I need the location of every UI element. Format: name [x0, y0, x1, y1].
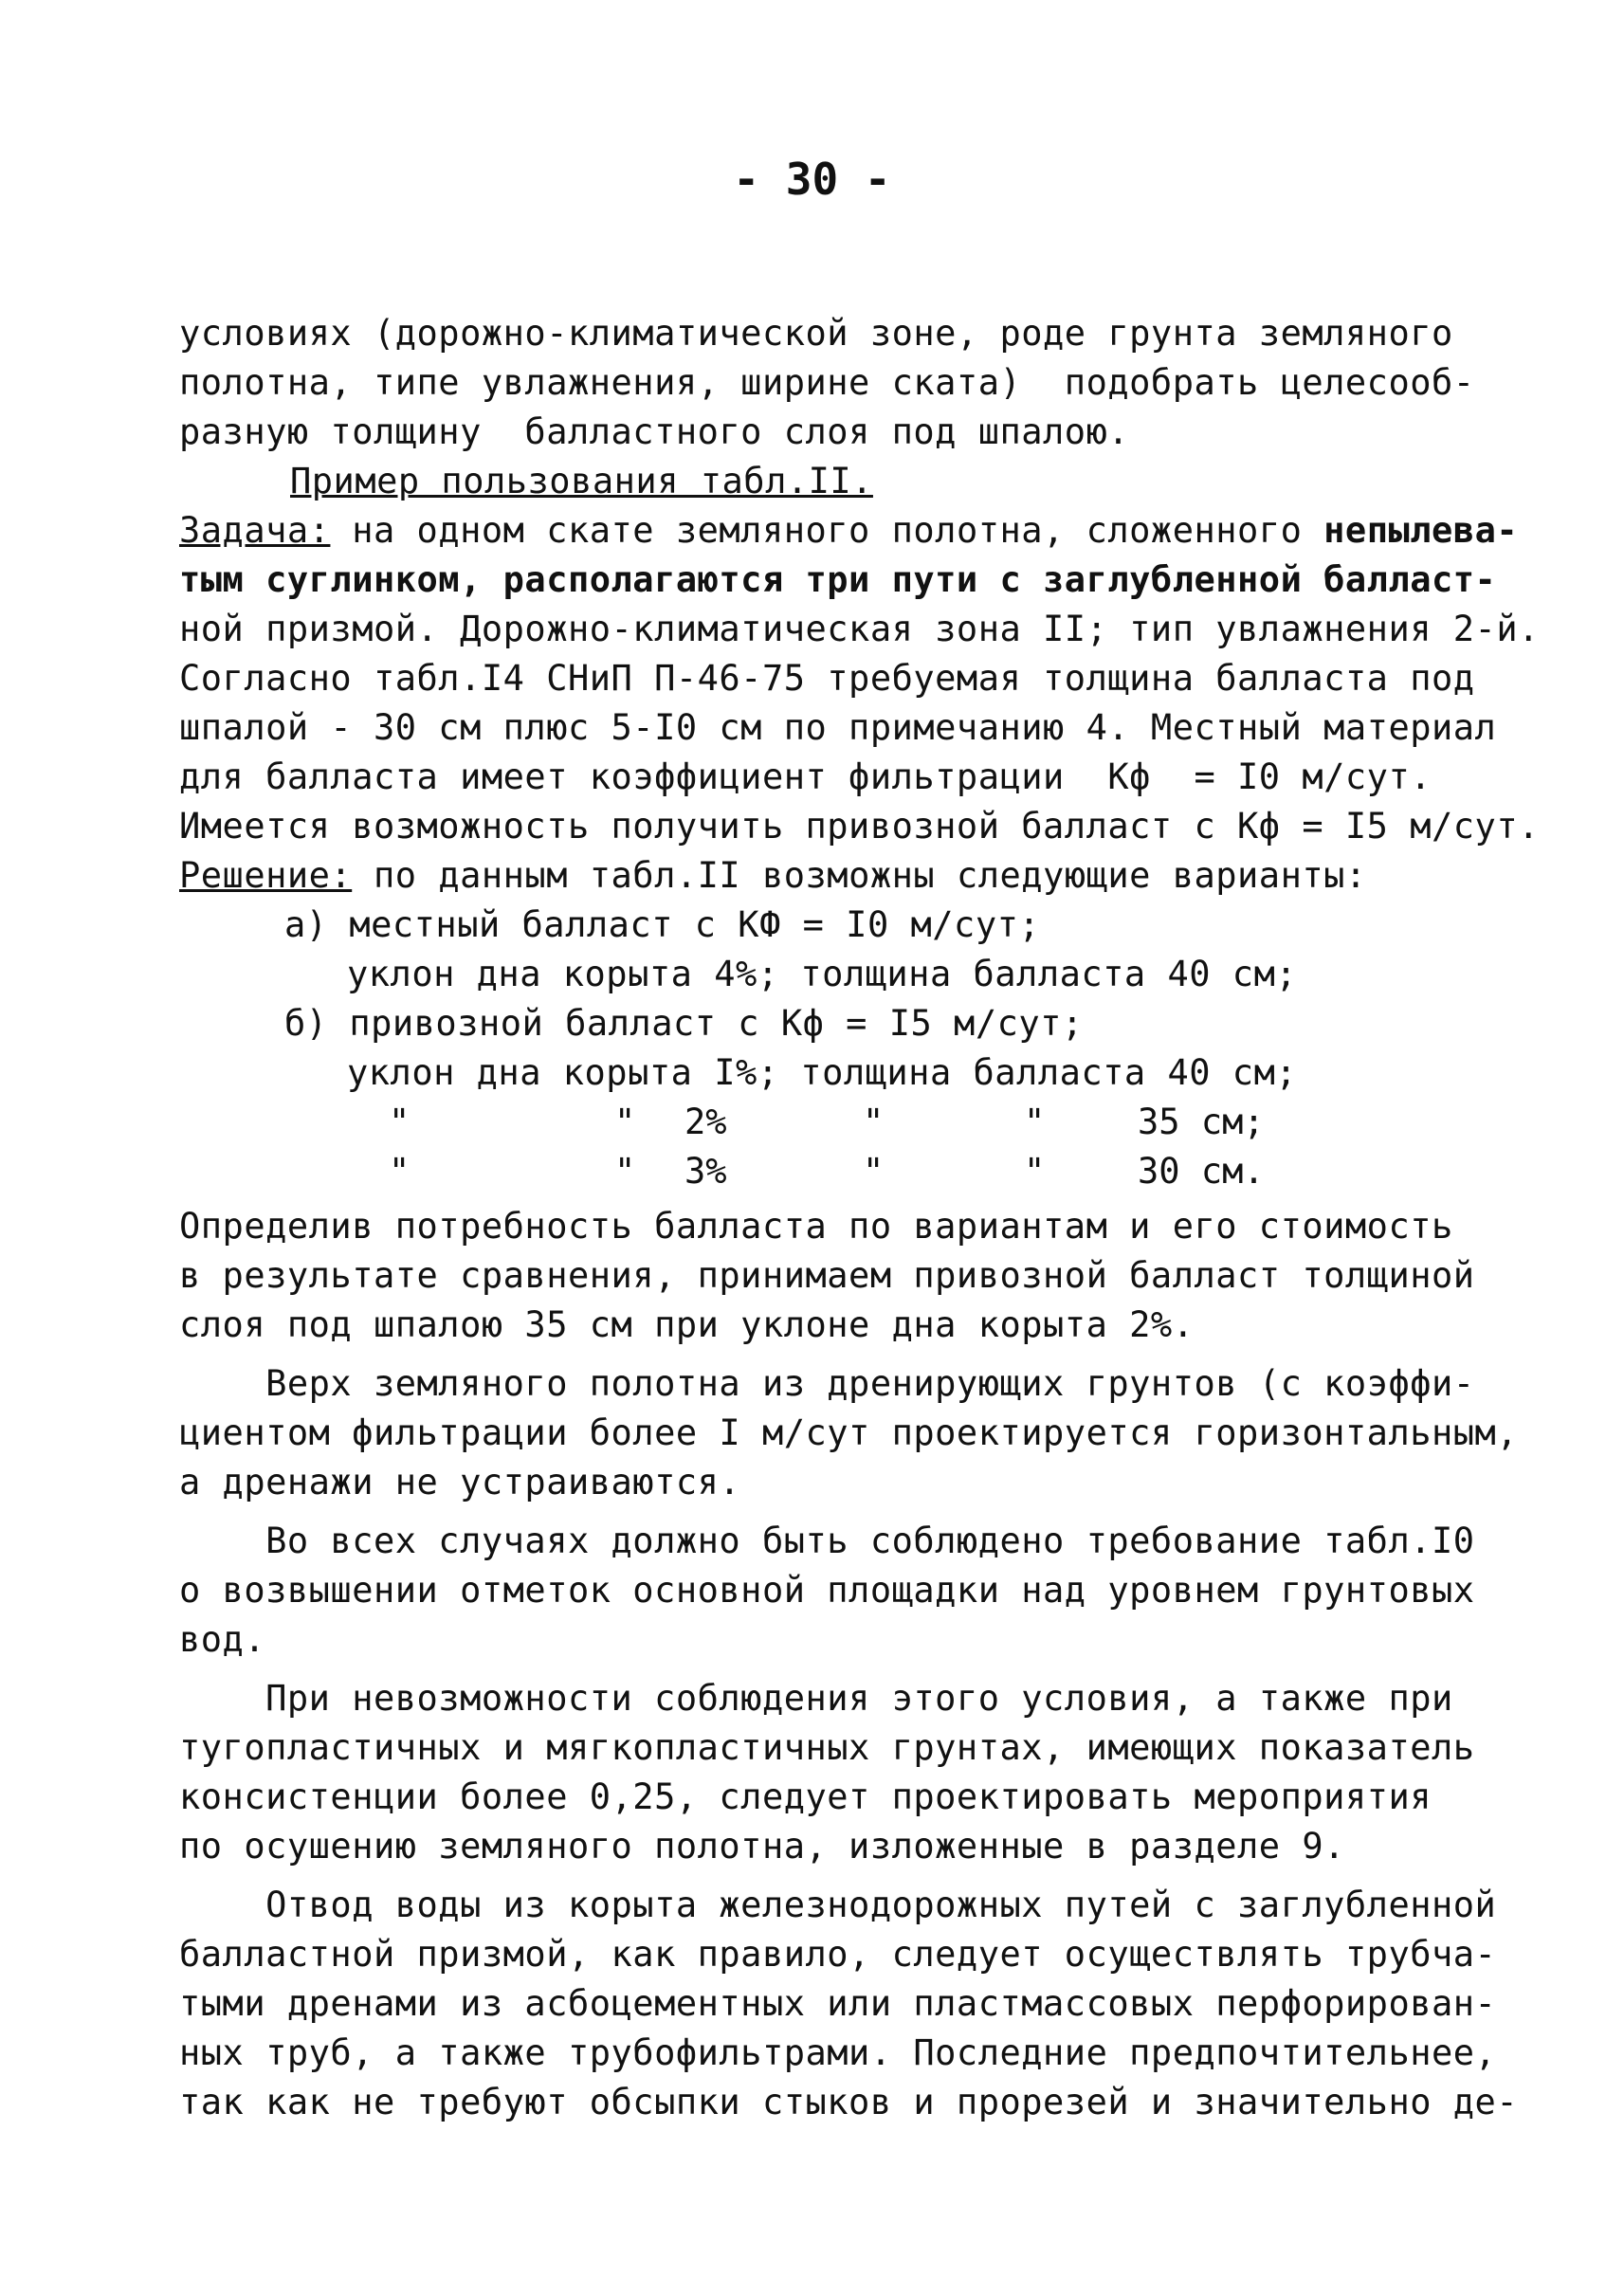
conclusion-line-1: Определив потребность балласта по вариантам и его стоимость	[179, 1206, 1453, 1247]
paragraph-1-line-3: а дренажи не устраиваются.	[179, 1462, 741, 1503]
paragraph-4-line-5: так как не требуют обсыпки стыков и прорезей и значительно де-	[179, 2082, 1519, 2122]
task-line-6: для балласта имеет коэффициент фильтрации Кф = I0 м/сут.	[179, 756, 1432, 797]
intro-line-3: разную толщину балластного слоя под шпалою.	[179, 411, 1130, 452]
ditto-mark: "	[389, 1151, 411, 1192]
paragraph-2-line-2: о возвышении отметок основной площадки над уровнем грунтовых	[179, 1570, 1475, 1611]
intro-line-2: полотна, типе увлажнения, ширине ската) подобрать целесооб-	[179, 362, 1475, 403]
paragraph-4-line-4: ных труб, а также трубофильтрами. Последние предпочтительнее,	[179, 2032, 1497, 2073]
intro-line-1: условиях (дорожно-климатической зоне, роде грунта земляного	[179, 313, 1453, 354]
task-label: Задача:	[179, 510, 331, 551]
ditto-mark: "	[614, 1151, 636, 1192]
row3-thickness: 30 см.	[1138, 1151, 1265, 1192]
solution-line	[179, 853, 1367, 899]
paragraph-3-line-1: При невозможности соблюдения этого условия, а также при	[179, 1678, 1453, 1719]
task-line-5: шпалой - 30 см плюс 5-I0 см по примечанию 4. Местный материал	[179, 707, 1497, 748]
task-line-7: Имеется возможность получить привозной балласт с Кф = I5 м/сут.	[179, 806, 1540, 847]
conclusion-line-3: слоя под шпалою 35 см при уклоне дна корыта 2%.	[179, 1304, 1195, 1345]
paragraph-1-line-2: циентом фильтрации более I м/сут проектируется горизонтальным,	[179, 1412, 1519, 1453]
task-line-4: Согласно табл.I4 СНиП П-46-75 требуемая толщина балласта под	[179, 658, 1475, 699]
ditto-mark: "	[389, 1102, 411, 1142]
ditto-mark: "	[1024, 1102, 1046, 1142]
page-number: - 30 -	[733, 154, 891, 205]
conclusion-line-2: в результате сравнения, принимаем привозной балласт толщиной	[179, 1255, 1475, 1296]
row3-slope: 3%	[684, 1151, 727, 1192]
variant-a-line-1: а) местный балласт с КФ = I0 м/сут;	[284, 904, 1041, 945]
paragraph-3-line-2: тугопластичных и мягкопластичных грунтах, имеющих показатель	[179, 1727, 1475, 1768]
ditto-mark: "	[1024, 1151, 1046, 1192]
paragraph-2-line-3: вод.	[179, 1619, 266, 1660]
paragraph-4-line-1: Отвод воды из корыта железнодорожных путей с заглубленной	[179, 1885, 1497, 1925]
paragraph-3-line-4: по осушению земляного полотна, изложенные в разделе 9.	[179, 1826, 1345, 1867]
paragraph-1-line-1: Верх земляного полотна из дренирующих грунтов (с коэффи-	[179, 1363, 1475, 1404]
solution-label: Решение:	[179, 855, 353, 896]
ditto-mark: "	[863, 1102, 885, 1142]
example-heading: Пример пользования табл.II.	[290, 461, 873, 501]
task-line-1	[179, 508, 1518, 554]
variant-a-line-2: уклон дна корыта 4%; толщина балласта 40 см;	[347, 954, 1298, 994]
task-text: на одном скате земляного полотна, сложенного	[330, 510, 1324, 551]
paragraph-4-line-3: тыми дренами из асбоцементных или пластмассовых перфорирован-	[179, 1983, 1497, 2024]
solution-text: по данным табл.II возможны следующие варианты:	[352, 855, 1367, 896]
paragraph-2-line-1: Во всех случаях должно быть соблюдено требование табл.I0	[179, 1521, 1475, 1561]
task-line-3: ной призмой. Дорожно-климатическая зона II; тип увлажнения 2-й.	[179, 609, 1540, 649]
ditto-mark: "	[863, 1151, 885, 1192]
paragraph-3-line-3: консистенции более 0,25, следует проектировать мероприятия	[179, 1776, 1432, 1817]
paragraph-4-line-2: балластной призмой, как правило, следует осуществлять трубча-	[179, 1934, 1497, 1975]
ditto-mark: "	[614, 1102, 636, 1142]
variant-b-line-1: б) привозной балласт с Кф = I5 м/сут;	[284, 1003, 1084, 1044]
variant-b-line-2: уклон дна корыта I%; толщина балласта 40 см;	[347, 1052, 1298, 1093]
row2-thickness: 35 см;	[1138, 1102, 1265, 1142]
task-bold: непылева-	[1323, 510, 1519, 551]
row2-slope: 2%	[684, 1102, 727, 1142]
task-line-2: тым суглинком, располагаются три пути с заглубленной балласт-	[179, 559, 1497, 600]
